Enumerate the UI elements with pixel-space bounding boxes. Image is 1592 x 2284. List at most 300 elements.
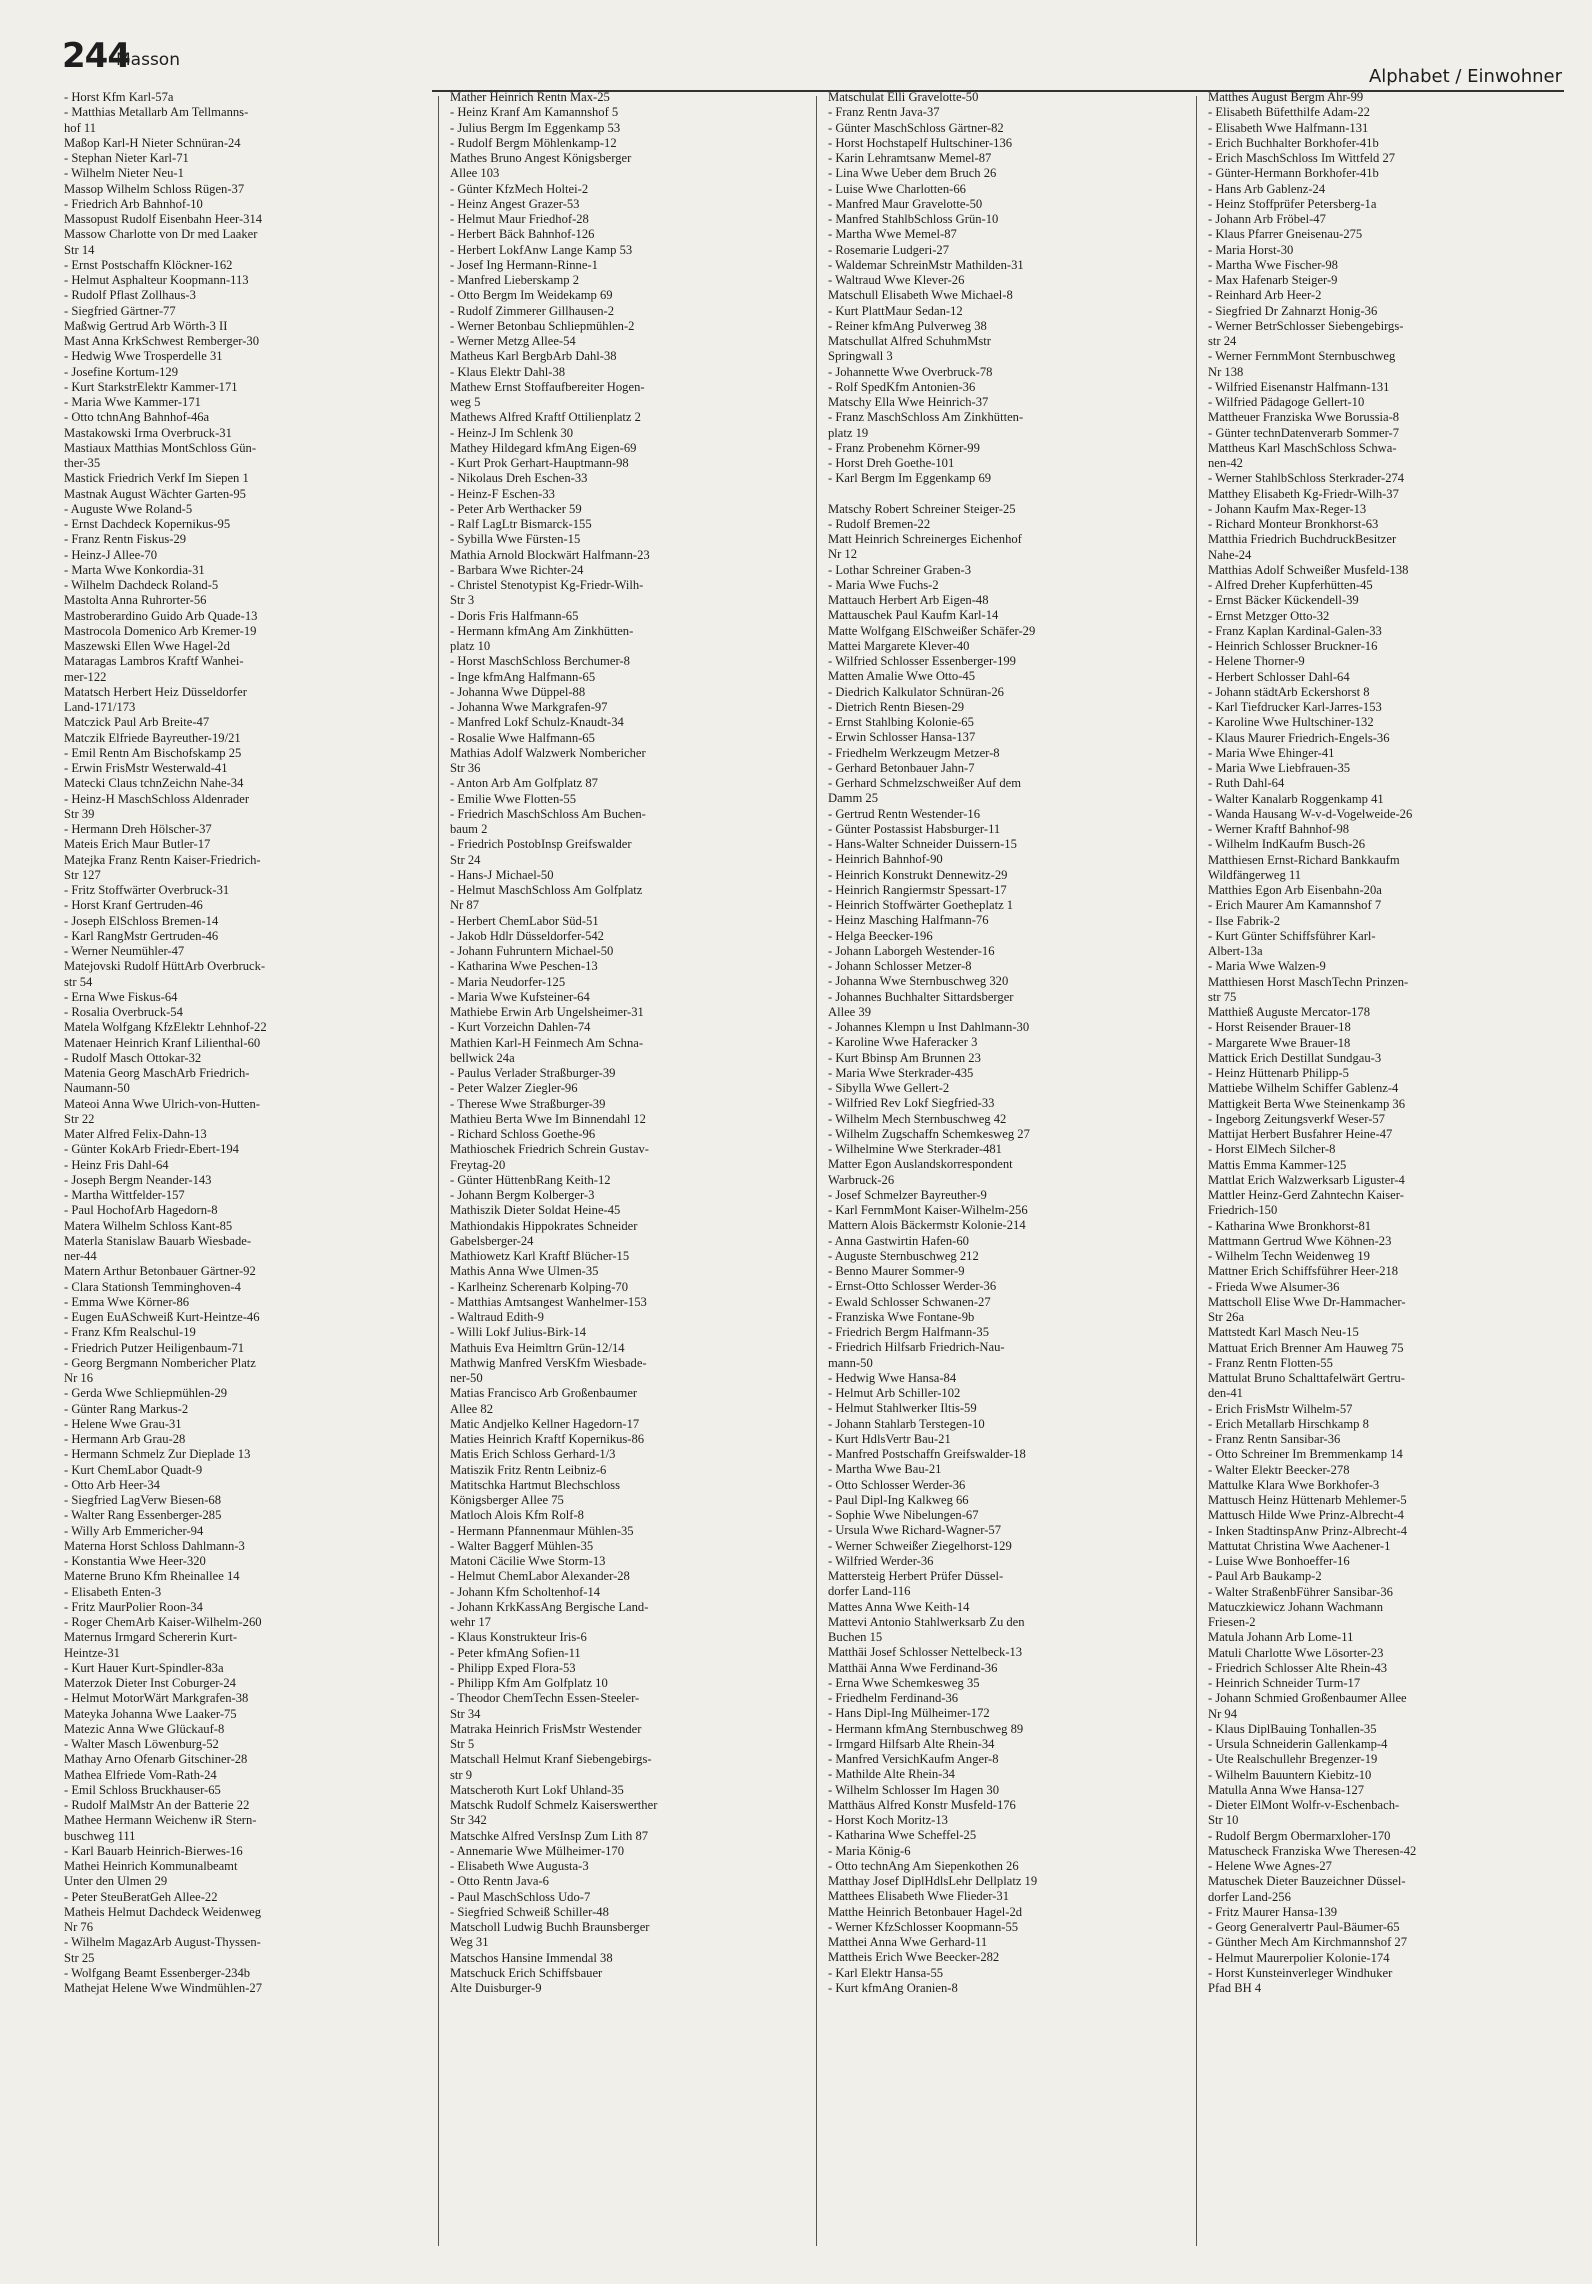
directory-entry: - Otto Bergm Im Weidekamp 69 xyxy=(450,288,613,303)
directory-entry: - Klaus Elektr Dahl-38 xyxy=(450,364,566,379)
directory-entry: - Ernst Dachdeck Kopernikus-95 xyxy=(64,517,231,531)
directory-entry: Matczick Paul Arb Breite-47 xyxy=(64,715,210,730)
directory-entry: - Ernst Bäcker Kückendell-39 xyxy=(1208,593,1359,608)
directory-entry: - Jakob Hdlr Düsseldorfer-542 xyxy=(450,928,604,943)
directory-entry: Mattheuer Franziska Wwe Borussia-8 xyxy=(1208,410,1400,425)
directory-entry: - Paul HochofArb Hagedorn-8 xyxy=(64,1203,218,1218)
directory-entry: Mastakowski Irma Overbruck-31 xyxy=(64,425,232,440)
directory-entry: Matela Wolfgang KfzElektr Lehnhof-22 xyxy=(64,1020,267,1035)
directory-entry: Matschall Helmut Kranf Siebengebirgs- xyxy=(450,1752,652,1767)
directory-entry: Mattiebe Wilhelm Schiffer Gablenz-4 xyxy=(1208,1081,1399,1096)
directory-entry: - Manfred Maur Gravelotte-50 xyxy=(828,196,983,211)
directory-entry: - Horst Hochstapelf Hultschiner-136 xyxy=(828,135,1013,150)
directory-entry: Mattern Alois Bäckermstr Kolonie-214 xyxy=(828,1218,1026,1233)
directory-entry: str 54 xyxy=(64,974,93,989)
directory-entry: - Rudolf Masch Ottokar-32 xyxy=(64,1050,202,1065)
directory-entry: ner-44 xyxy=(64,1249,97,1263)
directory-entry: - Paul Arb Baukamp-2 xyxy=(1208,1569,1322,1584)
directory-entry: - Hermann Pfannenmaur Mühlen-35 xyxy=(450,1523,634,1538)
directory-entry: Str 39 xyxy=(64,806,95,821)
directory-entry: - Kurt Hauer Kurt-Spindler-83a xyxy=(64,1660,224,1675)
directory-entry: platz 10 xyxy=(450,639,491,653)
directory-entry: - Horst Koch Moritz-13 xyxy=(828,1813,948,1827)
directory-entry: - Franz MaschSchloss Am Zinkhütten- xyxy=(828,410,1024,425)
directory-entry: Matitschka Hartmut Blechschloss xyxy=(450,1477,620,1492)
directory-entry: - Katharina Wwe Peschen-13 xyxy=(450,959,598,974)
directory-entry: - Wilfried Rev Lokf Siegfried-33 xyxy=(828,1096,995,1111)
directory-entry: Matera Wilhelm Schloss Kant-85 xyxy=(64,1218,233,1233)
directory-entry: - Johann Schmied Großenbaumer Allee xyxy=(1208,1691,1407,1706)
directory-entry: - Maria Horst-30 xyxy=(1208,242,1294,257)
directory-entry: - Siegfried Dr Zahnarzt Honig-36 xyxy=(1208,303,1378,318)
directory-entry: Matuczkiewicz Johann Wachmann xyxy=(1208,1599,1384,1614)
directory-entry: - Heinz-F Eschen-33 xyxy=(450,486,555,501)
directory-entry: Wildfängerweg 11 xyxy=(1208,867,1302,882)
directory-entry: - Günter MaschSchloss Gärtner-82 xyxy=(828,120,1004,135)
directory-entry: Mastroberardino Guido Arb Quade-13 xyxy=(64,608,258,623)
directory-entry: - Manfred StahlbSchloss Grün-10 xyxy=(828,212,999,226)
directory-entry: - Willy Arb Emmericher-94 xyxy=(64,1523,204,1538)
directory-entry: - Friedrich Arb Bahnhof-10 xyxy=(64,196,203,211)
directory-entry: - Ewald Schlosser Schwanen-27 xyxy=(828,1294,991,1309)
directory-entry: Matten Amalie Wwe Otto-45 xyxy=(828,669,976,684)
directory-entry: Nr 12 xyxy=(828,547,858,562)
directory-entry: - Walter Elektr Beecker-278 xyxy=(1208,1462,1350,1477)
directory-entry: Nr 94 xyxy=(1208,1706,1238,1721)
directory-entry: Mathee Hermann Weichenw iR Stern- xyxy=(64,1813,257,1828)
directory-entry: - Friedrich PostobInsp Greifswalder xyxy=(450,837,632,852)
directory-entry: - Georg Bergmann Nombericher Platz xyxy=(64,1355,256,1370)
directory-entry: Maternus Irmgard Schererin Kurt- xyxy=(64,1630,238,1645)
directory-entry: Nr 138 xyxy=(1208,364,1244,379)
directory-entry: - Johann Kfm Scholtenhof-14 xyxy=(450,1584,601,1599)
directory-entry: - Erna Wwe Fiskus-64 xyxy=(64,989,178,1004)
directory-entry: Nr 16 xyxy=(64,1371,94,1385)
directory-entry: Str 14 xyxy=(64,242,95,257)
directory-entry: Mattis Emma Kammer-125 xyxy=(1208,1157,1347,1172)
directory-entry: - Marta Wwe Konkordia-31 xyxy=(64,562,205,577)
directory-entry: Heintze-31 xyxy=(64,1645,120,1660)
directory-entry: dorfer Land-116 xyxy=(828,1584,911,1599)
directory-entry: Friedrich-150 xyxy=(1208,1203,1278,1218)
directory-entry: - Emilie Wwe Flotten-55 xyxy=(450,791,577,806)
directory-entry: - Irmgard Hilfsarb Alte Rhein-34 xyxy=(828,1736,995,1751)
directory-entry: - Horst Dreh Goethe-101 xyxy=(828,456,955,470)
directory-entry: - Günter HüttenbRang Keith-12 xyxy=(450,1172,611,1187)
directory-column-2 xyxy=(450,90,806,1996)
directory-entry: - Otto Schreiner Im Bremmenkamp 14 xyxy=(1208,1447,1403,1462)
directory-entry: - Horst Kunsteinverleger Windhuker xyxy=(1208,1965,1393,1980)
directory-entry: Mastnak August Wächter Garten-95 xyxy=(64,486,246,501)
directory-entry: - Otto tchnAng Bahnhof-46a xyxy=(64,410,210,425)
directory-entry: - Helmut Arb Schiller-102 xyxy=(828,1386,961,1400)
directory-entry: - Wilfried Schlosser Essenberger-199 xyxy=(828,654,1016,668)
directory-entry: - Josef Ing Hermann-Rinne-1 xyxy=(450,257,598,272)
directory-entry: Matuscheck Franziska Wwe Theresen-42 xyxy=(1208,1843,1417,1858)
directory-entry: baum 2 xyxy=(450,822,488,836)
directory-entry: Matscholl Ludwig Buchh Braunsberger xyxy=(450,1920,650,1934)
directory-entry: - Erna Wwe Schemkesweg 35 xyxy=(828,1675,980,1690)
directory-entry: Mataragas Lambros Kraftf Wanhei- xyxy=(64,654,244,669)
directory-entry: - Heinz Masching Halfmann-76 xyxy=(828,913,989,928)
directory-entry: - Johann Bergm Kolberger-3 xyxy=(450,1188,595,1202)
directory-entry: - Reiner kfmAng Pulverweg 38 xyxy=(828,318,987,333)
directory-entry: - Günter technDatenverarb Sommer-7 xyxy=(1208,425,1400,440)
directory-entry: Mattigkeit Berta Wwe Steinenkamp 36 xyxy=(1208,1096,1406,1111)
directory-entry: Allee 39 xyxy=(828,1004,872,1019)
directory-entry: nen-42 xyxy=(1208,456,1243,470)
directory-entry: - Theodor ChemTechn Essen-Steeler- xyxy=(450,1691,640,1706)
directory-entry: - Helene Thorner-9 xyxy=(1208,654,1305,669)
directory-entry: Mattlat Erich Walzwerksarb Liguster-4 xyxy=(1208,1172,1405,1187)
directory-entry: - Wilfried Pädagoge Gellert-10 xyxy=(1208,395,1365,409)
column-divider xyxy=(816,96,817,2246)
directory-entry: - Hans Dipl-Ing Mülheimer-172 xyxy=(828,1706,990,1721)
directory-entry: - Hans-Walter Schneider Duissern-15 xyxy=(828,837,1017,851)
directory-entry: - Hermann Arb Grau-28 xyxy=(64,1432,186,1446)
directory-entry: - Willi Lokf Julius-Birk-14 xyxy=(450,1325,587,1340)
directory-entry: Massow Charlotte von Dr med Laaker xyxy=(64,227,258,242)
directory-entry: Matuli Charlotte Wwe Lösorter-23 xyxy=(1208,1645,1384,1660)
directory-entry: - Wilhelm Bauuntern Kiebitz-10 xyxy=(1208,1767,1372,1782)
directory-entry: Naumann-50 xyxy=(64,1081,130,1096)
directory-entry: - Rolf SpedKfm Antonien-36 xyxy=(828,379,976,394)
directory-entry: Matschke Alfred VersInsp Zum Lith 87 xyxy=(450,1828,649,1843)
directory-entry: Mathia Arnold Blockwärt Halfmann-23 xyxy=(450,547,650,562)
directory-entry: - Richard Schloss Goethe-96 xyxy=(450,1127,596,1141)
directory-entry: - Walter Kanalarb Roggenkamp 41 xyxy=(1208,791,1384,806)
directory-entry: Mattei Margarete Klever-40 xyxy=(828,638,970,653)
directory-entry: Mathew Ernst Stoffaufbereiter Hogen- xyxy=(450,379,645,394)
directory-entry: str 24 xyxy=(1208,334,1237,348)
directory-entry: Mathews Alfred Kraftf Ottilienplatz 2 xyxy=(450,410,641,425)
directory-entry: Matejka Franz Rentn Kaiser-Friedrich- xyxy=(64,852,261,867)
directory-entry: - Karoline Wwe Haferacker 3 xyxy=(828,1035,978,1050)
directory-entry: - Walter Masch Löwenburg-52 xyxy=(64,1737,219,1751)
directory-entry: - Kurt HdlsVertr Bau-21 xyxy=(828,1431,951,1446)
directory-entry: - Johann KrkKassAng Bergische Land- xyxy=(450,1599,649,1614)
directory-entry: Land-171/173 xyxy=(64,700,136,714)
directory-entry: - Johanna Wwe Markgrafen-97 xyxy=(450,700,608,714)
directory-entry: - Roger ChemArb Kaiser-Wilhelm-260 xyxy=(64,1615,262,1629)
directory-entry: Str 24 xyxy=(450,852,481,867)
directory-entry: - Günter KokArb Friedr-Ebert-194 xyxy=(64,1142,239,1157)
directory-entry: - Benno Maurer Sommer-9 xyxy=(828,1264,965,1278)
directory-entry: - Maria Wwe Kammer-171 xyxy=(64,395,201,409)
directory-entry: - Johann Laborgeh Westender-16 xyxy=(828,943,995,958)
directory-entry: - Maria Wwe Sterkrader-435 xyxy=(828,1065,974,1080)
directory-entry: - Ursula Schneiderin Gallenkamp-4 xyxy=(1208,1737,1388,1751)
directory-entry: Matheis Helmut Dachdeck Weidenweg xyxy=(64,1904,262,1919)
directory-entry: - Helene Wwe Grau-31 xyxy=(64,1416,182,1431)
directory-entry: - Klaus Pfarrer Gneisenau-275 xyxy=(1208,227,1363,242)
directory-entry: - Johannette Wwe Overbruck-78 xyxy=(828,364,993,379)
directory-entry: - Helene Wwe Agnes-27 xyxy=(1208,1859,1332,1873)
directory-entry: - Heinz Angest Grazer-53 xyxy=(450,196,580,211)
directory-entry: Matschk Rudolf Schmelz Kaiserswerther xyxy=(450,1798,658,1812)
directory-entry: mann-50 xyxy=(828,1355,873,1370)
directory-entry: - Anton Arb Am Golfplatz 87 xyxy=(450,776,598,791)
directory-entry: Mathioschek Friedrich Schrein Gustav- xyxy=(450,1142,650,1157)
page-header xyxy=(62,36,1564,92)
directory-entry: Str 10 xyxy=(1208,1813,1239,1828)
directory-entry: Buchen 15 xyxy=(828,1630,883,1644)
directory-column-4 xyxy=(1208,90,1564,1996)
directory-entry: - Martha Wwe Bau-21 xyxy=(828,1462,942,1477)
page-number: 244 xyxy=(62,36,130,76)
directory-entry: - Helmut MaschSchloss Am Golfplatz xyxy=(450,883,643,897)
directory-entry: - Martha Wwe Fischer-98 xyxy=(1208,257,1338,272)
directory-entry: Mattheus Karl MaschSchloss Schwa- xyxy=(1208,440,1397,455)
directory-entry: - Friedrich Bergm Halfmann-35 xyxy=(828,1325,989,1339)
directory-entry: Unter den Ulmen 29 xyxy=(64,1874,168,1889)
directory-entry: - Werner Metzg Allee-54 xyxy=(450,334,576,348)
directory-entry: - Friedrich MaschSchloss Am Buchen- xyxy=(450,806,646,821)
directory-entry: - Karoline Wwe Hultschiner-132 xyxy=(1208,715,1374,730)
directory-entry: - Maria Neudorfer-125 xyxy=(450,974,566,989)
directory-entry: - Waltraud Wwe Klever-26 xyxy=(828,273,965,287)
directory-entry: - Eugen EuASchweiß Kurt-Heintze-46 xyxy=(64,1310,260,1324)
directory-entry: - Max Hafenarb Steiger-9 xyxy=(1208,273,1338,287)
directory-entry: - Rudolf Pflast Zollhaus-3 xyxy=(64,288,196,303)
directory-entry: - Ralf LagLtr Bismarck-155 xyxy=(450,517,592,531)
directory-entry: - Werner BetrSchlosser Siebengebirgs- xyxy=(1208,318,1404,333)
directory-entry: Str 127 xyxy=(64,867,101,882)
directory-entry: - Herbert Bäck Bahnhof-126 xyxy=(450,227,595,242)
directory-entry: Springwall 3 xyxy=(828,349,893,364)
directory-entry: - Ernst-Otto Schlosser Werder-36 xyxy=(828,1279,997,1294)
directory-entry: - Georg Generalvertr Paul-Bäumer-65 xyxy=(1208,1920,1400,1934)
directory-entry: - Joseph Bergm Neander-143 xyxy=(64,1172,212,1187)
directory-entry: - Rosalia Overbruck-54 xyxy=(64,1005,183,1019)
directory-entry: Mathuis Eva Heimltrn Grün-12/14 xyxy=(450,1340,625,1355)
directory-entry: - Johanna Wwe Sternbuschweg 320 xyxy=(828,974,1009,989)
directory-column-1 xyxy=(64,90,420,1996)
directory-entry: - Otto Schlosser Werder-36 xyxy=(828,1477,966,1492)
directory-entry: - Helmut Asphalteur Koopmann-113 xyxy=(64,273,249,287)
directory-entry: - Gerhard Betonbauer Jahn-7 xyxy=(828,760,975,775)
directory-entry: - Rosemarie Ludgeri-27 xyxy=(828,242,949,257)
directory-entry: hof 11 xyxy=(64,120,97,135)
directory-entry: - Otto Arb Heer-34 xyxy=(64,1477,160,1492)
directory-entry: dorfer Land-256 xyxy=(1208,1889,1291,1904)
directory-entry: - Wilfried Eisenanstr Halfmann-131 xyxy=(1208,379,1390,394)
directory-entry: - Manfred Lokf Schulz-Knaudt-34 xyxy=(450,715,624,730)
directory-entry: - Erich Metallarb Hirschkamp 8 xyxy=(1208,1416,1369,1431)
directory-entry: Mattick Erich Destillat Sundgau-3 xyxy=(1208,1050,1382,1065)
directory-entry: Nr 76 xyxy=(64,1920,94,1934)
directory-entry: - Gertrud Rentn Westender-16 xyxy=(828,806,981,821)
directory-entry: - Hans-J Michael-50 xyxy=(450,867,554,882)
directory-entry: - Siegfried Gärtner-77 xyxy=(64,303,176,318)
directory-entry: - Werner StahlbSchloss Sterkrader-274 xyxy=(1208,471,1405,486)
directory-entry: - Horst Kranf Gertruden-46 xyxy=(64,898,203,913)
directory-entry: - Franz Probenehm Körner-99 xyxy=(828,440,980,455)
directory-entry: - Horst MaschSchloss Berchumer-8 xyxy=(450,654,630,669)
directory-entry: - Peter Walzer Ziegler-96 xyxy=(450,1081,578,1096)
directory-entry: - Wilhelm IndKaufm Busch-26 xyxy=(1208,837,1366,852)
directory-entry: - Wilhelm Mech Sternbuschweg 42 xyxy=(828,1111,1007,1126)
directory-entry: - Clara Stationsh Temminghoven-4 xyxy=(64,1279,241,1294)
directory-entry: - Katharina Wwe Scheffel-25 xyxy=(828,1828,977,1843)
directory-entry: - Helmut Maur Friedhof-28 xyxy=(450,212,589,226)
directory-entry: - Werner FernmMont Sternbuschweg xyxy=(1208,349,1396,364)
directory-entry: - Katharina Wwe Bronkhorst-81 xyxy=(1208,1218,1372,1233)
directory-entry: - Gerda Wwe Schliepmühlen-29 xyxy=(64,1386,228,1401)
directory-entry: Matthes August Bergm Ahr-99 xyxy=(1208,90,1364,104)
directory-entry: - Dietrich Rentn Biesen-29 xyxy=(828,699,965,714)
directory-entry: mer-122 xyxy=(64,669,107,684)
directory-entry: - Peter Arb Werthacker 59 xyxy=(450,501,582,516)
directory-entry: - Otto Rentn Java-6 xyxy=(450,1874,549,1889)
directory-entry: Matthäi Anna Wwe Ferdinand-36 xyxy=(828,1660,998,1675)
directory-entry: Königsberger Allee 75 xyxy=(450,1493,564,1507)
directory-entry: - Dieter ElMont Wolfr-v-Eschenbach- xyxy=(1208,1798,1400,1812)
directory-entry: - Wilhelmine Wwe Sterkrader-481 xyxy=(828,1142,1002,1156)
directory-entry: Materna Horst Schloss Dahlmann-3 xyxy=(64,1538,245,1553)
directory-entry: Weg 31 xyxy=(450,1935,489,1950)
directory-entry: ther-35 xyxy=(64,456,101,470)
directory-entry: - Kurt ChemLabor Quadt-9 xyxy=(64,1462,203,1477)
directory-entry: - Heinrich Rangiermstr Spessart-17 xyxy=(828,882,1007,897)
directory-entry: - Siegfried Schweiß Schiller-48 xyxy=(450,1904,609,1919)
directory-entry: - Helmut MotorWärt Markgrafen-38 xyxy=(64,1691,249,1706)
directory-entry: Massop Wilhelm Schloss Rügen-37 xyxy=(64,181,245,196)
directory-entry: Matiszik Fritz Rentn Leibniz-6 xyxy=(450,1462,607,1477)
directory-entry: - Margarete Wwe Brauer-18 xyxy=(1208,1035,1351,1050)
directory-entry: Matulla Anna Wwe Hansa-127 xyxy=(1208,1782,1365,1797)
directory-entry: - Richard Monteur Bronkhorst-63 xyxy=(1208,517,1379,531)
directory-entry: Mater Alfred Felix-Dahn-13 xyxy=(64,1127,207,1141)
directory-entry: Matter Egon Auslandskorrespondent xyxy=(828,1157,1013,1172)
directory-entry: Materla Stanislaw Bauarb Wiesbade- xyxy=(64,1233,252,1248)
directory-entry: - Nikolaus Dreh Eschen-33 xyxy=(450,471,588,486)
directory-entry: - Konstantia Wwe Heer-320 xyxy=(64,1554,206,1568)
directory-entry: Mathien Karl-H Feinmech Am Schna- xyxy=(450,1035,644,1050)
running-head: Masson xyxy=(116,50,180,70)
directory-entry xyxy=(828,487,1184,502)
directory-entry: - Johanna Wwe Düppel-88 xyxy=(450,684,586,699)
directory-entry: - Luise Wwe Charlotten-66 xyxy=(828,181,966,196)
directory-entry: - Karl Bergm Im Eggenkamp 69 xyxy=(828,471,992,486)
directory-entry: - Elisabeth Enten-3 xyxy=(64,1584,162,1599)
directory-entry: - Erich FrisMstr Wilhelm-57 xyxy=(1208,1401,1353,1416)
directory-entry: Freytag-20 xyxy=(450,1157,506,1172)
directory-entry: Nahe-24 xyxy=(1208,547,1252,562)
directory-entry: - Klaus Maurer Friedrich-Engels-36 xyxy=(1208,730,1390,745)
directory-entry: - Rosalie Wwe Halfmann-65 xyxy=(450,730,595,745)
directory-entry: - Johann städtArb Eckershorst 8 xyxy=(1208,684,1370,699)
directory-entry: - Elisabeth Wwe Halfmann-131 xyxy=(1208,120,1369,135)
directory-entry: - Stephan Nieter Karl-71 xyxy=(64,151,189,165)
directory-entry: str 9 xyxy=(450,1767,473,1782)
directory-entry: - Franziska Wwe Fontane-9b xyxy=(828,1309,975,1324)
directory-entry: - Manfred Postschaffn Greifswalder-18 xyxy=(828,1447,1026,1461)
directory-entry: - Günter Rang Markus-2 xyxy=(64,1401,189,1416)
directory-entry: - Ernst Stahlbing Kolonie-65 xyxy=(828,715,974,729)
directory-entry: Str 342 xyxy=(450,1813,487,1828)
directory-entry: - Reinhard Arb Heer-2 xyxy=(1208,288,1322,303)
directory-entry: - Johann Stahlarb Terstegen-10 xyxy=(828,1416,985,1431)
directory-entry: Matschulat Elli Gravelotte-50 xyxy=(828,90,979,104)
directory-entry: - Johannes Buchhalter Sittardsberger xyxy=(828,989,1014,1004)
directory-entry: - Franz Rentn Java-37 xyxy=(828,105,940,120)
directory-entry: - Rudolf Bremen-22 xyxy=(828,516,931,531)
directory-entry: - Horst Reisender Brauer-18 xyxy=(1208,1020,1351,1035)
directory-entry: - Friedrich Schlosser Alte Rhein-43 xyxy=(1208,1660,1388,1675)
directory-entry: Matczik Elfriede Bayreuther-19/21 xyxy=(64,730,241,745)
directory-entry: - Heinrich Stoffwärter Goetheplatz 1 xyxy=(828,898,1014,912)
directory-entry: ner-50 xyxy=(450,1371,483,1385)
directory-entry: Damm 25 xyxy=(828,791,879,806)
directory-entry: - Elisabeth Büfetthilfe Adam-22 xyxy=(1208,105,1370,120)
directory-entry: Mather Heinrich Rentn Max-25 xyxy=(450,90,610,104)
directory-entry: Matthieß Auguste Mercator-178 xyxy=(1208,1005,1371,1019)
directory-entry: - Helmut Maurerpolier Kolonie-174 xyxy=(1208,1950,1390,1965)
directory-entry: - Maria Wwe Walzen-9 xyxy=(1208,959,1326,974)
directory-entry: Mattusch Heinz Hüttenarb Mehlemer-5 xyxy=(1208,1493,1407,1507)
directory-entry: Mattner Erich Schiffsführer Heer-218 xyxy=(1208,1264,1399,1279)
directory-entry: - Wilhelm MagazArb August-Thyssen- xyxy=(64,1935,261,1950)
directory-entry: Matatsch Herbert Heiz Düsseldorfer xyxy=(64,684,247,699)
directory-entry: - Franz Kaplan Kardinal-Galen-33 xyxy=(1208,623,1382,638)
directory-entry: - Erich Buchhalter Borkhofer-41b xyxy=(1208,135,1379,150)
directory-entry: str 75 xyxy=(1208,989,1237,1004)
directory-entry: - Heinrich Schlosser Bruckner-16 xyxy=(1208,639,1378,653)
directory-entry: - Hermann kfmAng Am Zinkhütten- xyxy=(450,623,634,638)
directory-entry: Matias Francisco Arb Großenbaumer xyxy=(450,1386,638,1401)
directory-entry: - Manfred Lieberskamp 2 xyxy=(450,273,580,287)
directory-entry: - Lothar Schreiner Graben-3 xyxy=(828,562,972,577)
directory-entry: - Rudolf Bergm Möhlenkamp-12 xyxy=(450,135,617,150)
directory-entry: - Waldemar SchreinMstr Mathilden-31 xyxy=(828,257,1024,272)
directory-entry: Maties Heinrich Kraftf Kopernikus-86 xyxy=(450,1432,645,1446)
directory-entry: Mattauschek Paul Kaufm Karl-14 xyxy=(828,608,999,623)
directory-entry: Matic Andjelko Kellner Hagedorn-17 xyxy=(450,1416,640,1431)
directory-entry: Mathwig Manfred VersKfm Wiesbade- xyxy=(450,1355,647,1370)
directory-entry: Matezic Anna Wwe Glückauf-8 xyxy=(64,1721,225,1736)
directory-entry: Mattmann Gertrud Wwe Köhnen-23 xyxy=(1208,1233,1392,1248)
directory-entry: - Erich MaschSchloss Im Wittfeld 27 xyxy=(1208,151,1396,165)
directory-entry: Matschullat Alfred SchuhmMstr xyxy=(828,334,991,348)
directory-entry: Matern Arthur Betonbauer Gärtner-92 xyxy=(64,1264,256,1279)
directory-entry: Str 34 xyxy=(450,1706,481,1721)
directory-entry: - Karl Bauarb Heinrich-Bierwes-16 xyxy=(64,1843,243,1858)
directory-entry: - Therese Wwe Straßburger-39 xyxy=(450,1096,606,1111)
directory-entry: - Herbert Schlosser Dahl-64 xyxy=(1208,669,1350,684)
directory-entry: - Friedhelm Werkzeugm Metzer-8 xyxy=(828,745,1000,760)
directory-entry: Matschos Hansine Immendal 38 xyxy=(450,1950,613,1965)
directory-entry: - Sibylla Wwe Gellert-2 xyxy=(828,1081,950,1095)
directory-entry: - Karl Tiefdrucker Karl-Jarres-153 xyxy=(1208,700,1382,714)
directory-entry: Matenia Georg MaschArb Friedrich- xyxy=(64,1066,250,1080)
directory-entry: - Helmut ChemLabor Alexander-28 xyxy=(450,1569,630,1584)
directory-entry: - Werner Schweißer Ziegelhorst-129 xyxy=(828,1538,1012,1553)
directory-entry: Materne Bruno Kfm Rheinallee 14 xyxy=(64,1569,240,1584)
directory-entry: Mattstedt Karl Masch Neu-15 xyxy=(1208,1325,1359,1340)
directory-entry: Friesen-2 xyxy=(1208,1615,1256,1629)
directory-entry: - Karl FernmMont Kaiser-Wilhelm-256 xyxy=(828,1203,1028,1217)
directory-entry: - Philipp Kfm Am Golfplatz 10 xyxy=(450,1676,608,1690)
directory-entry: - Inge kfmAng Halfmann-65 xyxy=(450,669,596,684)
directory-entry: - Doris Fris Halfmann-65 xyxy=(450,608,579,623)
directory-entry: Gabelsberger-24 xyxy=(450,1233,534,1248)
directory-entry: Nr 87 xyxy=(450,898,480,913)
directory-entry: - Maria Wwe Ehinger-41 xyxy=(1208,745,1335,760)
directory-entry: - Heinz Fris Dahl-64 xyxy=(64,1157,169,1172)
directory-entry: - Wilhelm Schlosser Im Hagen 30 xyxy=(828,1782,999,1797)
directory-entry: - Inken StadtinspAnw Prinz-Albrecht-4 xyxy=(1208,1523,1408,1538)
